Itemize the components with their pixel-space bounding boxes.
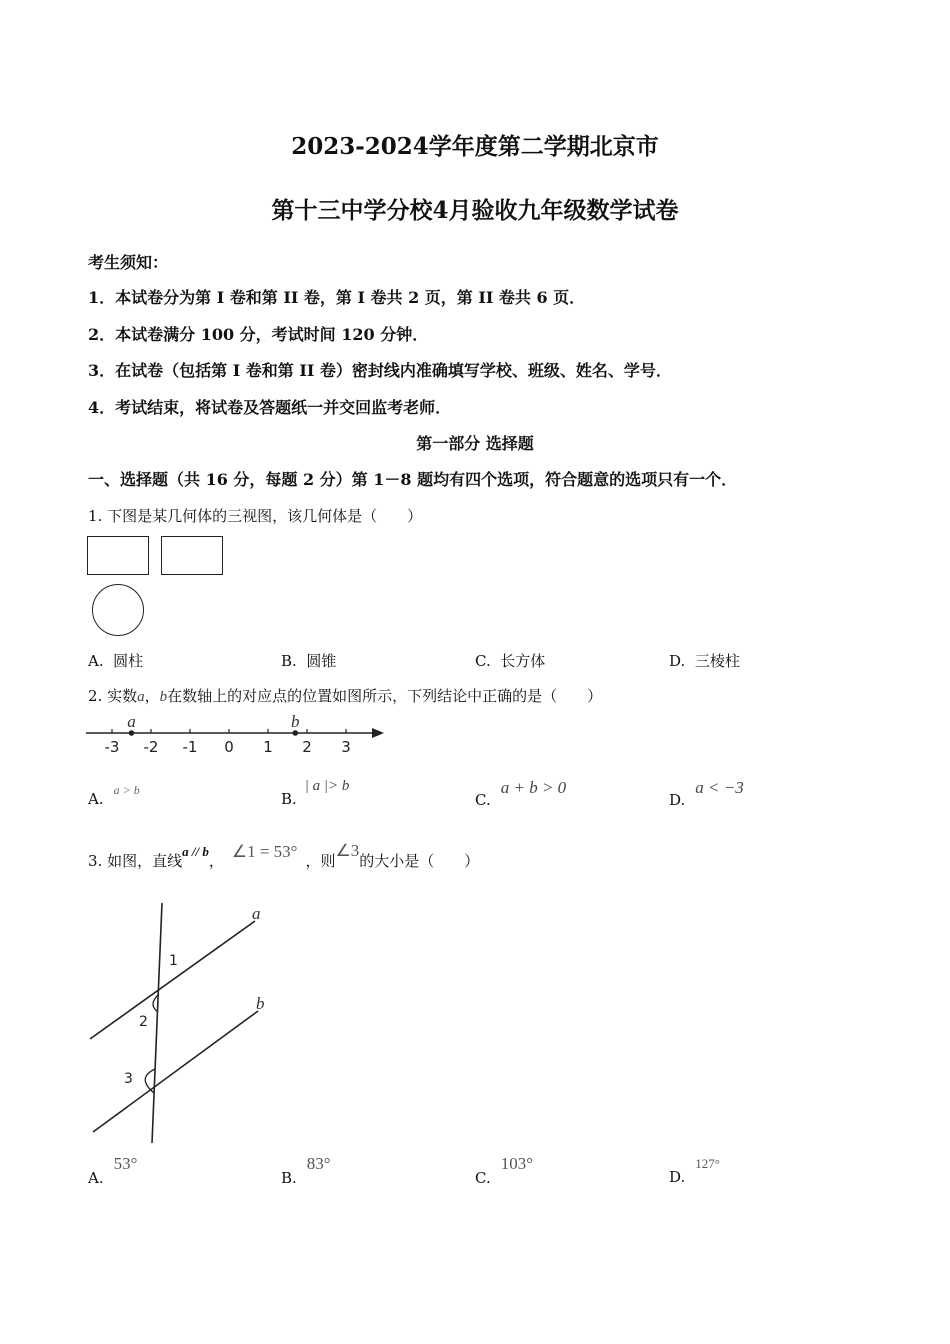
option-letter: A. [88,790,104,808]
q2-var-a: a [137,689,145,705]
q3-sep2: ，则 [305,852,336,870]
q2-comma: ， [144,687,160,705]
axis-tick-label: 3 [341,738,351,756]
q3-ask-angle3: ∠3 [335,841,360,860]
q1-option-a[interactable] [88,650,143,671]
title-line-2: 第十三中学分校4月验收九年级数学试卷 [271,197,679,224]
q3-stem [88,841,480,871]
line-b-label: b [256,994,265,1013]
option-letter: D. [669,1168,686,1186]
option-math: a + b > 0 [500,778,567,797]
q1-stem: 1. 下图是某几何体的三视图，该几何体是（ ） [88,507,423,525]
axis-tick-label: -3 [104,738,120,756]
axis-arrow-icon [372,728,384,738]
q1-top-view [92,584,144,636]
option-letter: C. [475,652,491,670]
axis-tick-label: -2 [143,738,159,756]
option-letter: B. [281,652,297,670]
part1-heading: 第一部分 选择题 [416,434,534,453]
angle-2-label: 2 [139,1014,148,1030]
option-letter: B. [281,790,297,808]
line-a-label: a [252,904,261,923]
option-text: 三棱柱 [694,652,740,670]
angle-1-label: 1 [169,953,178,969]
point-b-label: b [291,712,300,731]
option-math: 127° [695,1156,720,1171]
option-math: a > b [113,783,140,797]
q2-number-line [84,710,389,760]
q3-option-b[interactable] [281,1154,331,1188]
notice-heading: 考生须知： [88,253,169,272]
q1-option-b[interactable] [281,650,336,671]
axis-tick-label: -1 [182,738,198,756]
q3-condition-angle1: ∠1 = 53° [231,842,298,861]
point-b [293,730,299,736]
option-text: 圆锥 [306,652,337,670]
notice-item-2: 2．本试卷满分 100 分，考试时间 120 分钟． [88,325,429,344]
notice-item-1: 1．本试卷分为第 I 卷和第 II 卷，第 I 卷共 2 页，第 II 卷共 6 页． [88,288,586,307]
q2-option-d[interactable] [669,778,744,810]
q3-stem-suffix: 的大小是（ ） [359,852,480,870]
q3-option-c[interactable] [475,1154,534,1188]
point-a [129,730,135,736]
transversal-line [152,903,162,1143]
option-math: 53° [113,1154,138,1173]
option-letter: D. [669,791,686,809]
q3-option-a[interactable] [88,1154,138,1188]
notice-item-3: 3．在试卷（包括第 I 卷和第 II 卷）密封线内准确填写学校、班级、姓名、学号． [88,361,672,380]
axis-tick-label: 2 [302,738,312,756]
line-a [90,921,255,1039]
option-letter: A. [88,1169,104,1187]
q2-stem [88,685,602,706]
option-math: 103° [500,1154,534,1173]
q2-option-c[interactable] [475,778,567,810]
q1-front-view [87,536,149,575]
q3-condition-parallel: a // b [182,844,209,859]
q3-option-d[interactable] [669,1156,720,1186]
notice-item-4: 4．考试结束，将试卷及答题纸一并交回监考老师． [88,398,452,417]
option-letter: B. [281,1169,297,1187]
option-letter: C. [475,791,491,809]
q1-option-d[interactable] [669,650,740,671]
option-text: 圆柱 [113,652,144,670]
option-math: a < −3 [695,778,744,797]
option-math: 83° [306,1154,331,1173]
q3-figure [80,895,280,1150]
section-intro: 一、选择题（共 16 分，每题 2 分）第 1－8 题均有四个选项，符合题意的选项只有一个． [88,470,738,489]
angle-3-label: 3 [124,1071,133,1087]
q3-stem-prefix: 3. 如图，直线 [88,852,183,870]
q2-stem-suffix: 在数轴上的对应点的位置如图所示，下列结论中正确的是（ ） [167,687,603,705]
option-letter: C. [475,1169,491,1187]
title-line-1: 2023-2024学年度第二学期北京市 [291,133,659,160]
option-letter: D. [669,652,686,670]
option-letter: A. [88,652,104,670]
q2-option-b[interactable] [281,778,350,809]
q1-option-c[interactable] [475,650,545,671]
axis-tick-label: 1 [263,738,273,756]
q2-option-a[interactable] [88,783,140,808]
line-b [93,1011,258,1132]
q2-stem-prefix: 2. 实数 [88,687,138,705]
point-a-label: a [127,712,136,731]
q1-side-view [161,536,223,575]
q3-sep1: ， [208,852,224,870]
option-text: 长方体 [500,652,546,670]
q2-var-b: b [159,689,168,705]
option-math: | a |> b [304,778,350,794]
axis-tick-label: 0 [224,738,234,756]
